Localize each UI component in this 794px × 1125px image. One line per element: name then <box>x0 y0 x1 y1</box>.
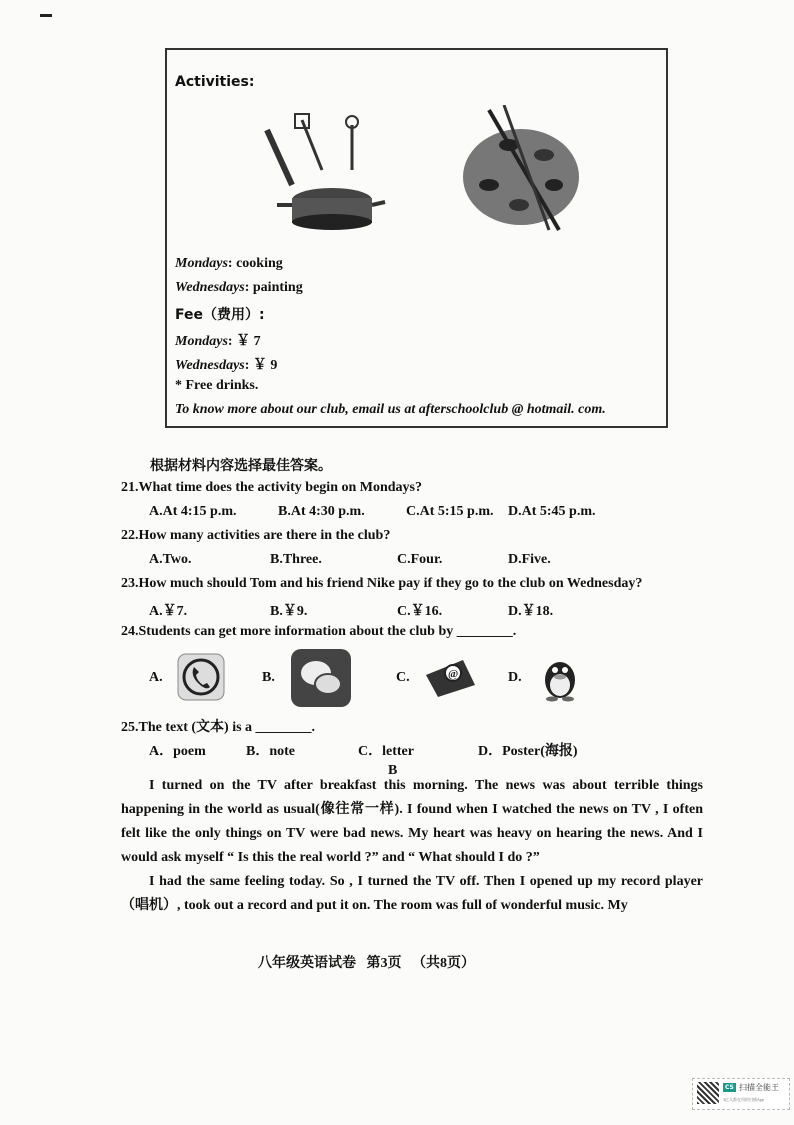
phone-icon[interactable] <box>176 652 226 702</box>
wechat-icon[interactable] <box>290 648 352 708</box>
mondays-fee: : ￥ 7 <box>227 334 261 349</box>
question-25: 25.The text (文本) is a ________. <box>121 720 316 735</box>
option[interactable]: D. <box>508 670 522 685</box>
email-icon[interactable] <box>423 655 478 700</box>
question-22: 22.How many activities are there in the club? <box>121 528 391 543</box>
option[interactable]: A.At 4:15 p.m. <box>149 504 237 519</box>
mondays-activity: : cooking <box>227 256 283 271</box>
option[interactable]: B.Three. <box>270 552 322 567</box>
club-poster <box>165 48 668 428</box>
option[interactable]: D．Poster(海报) <box>478 744 578 759</box>
wednesdays-label: Wednesdays <box>175 280 245 295</box>
option[interactable]: B.At 4:30 p.m. <box>278 504 365 519</box>
option[interactable]: B．note <box>246 744 295 759</box>
option[interactable]: C.Four. <box>397 552 443 567</box>
cooking-icon <box>257 110 387 230</box>
svg-text:@: @ <box>448 668 459 680</box>
free-drinks: * Free drinks. <box>175 378 259 393</box>
option[interactable]: A．poem <box>149 744 206 759</box>
option[interactable]: B.￥9. <box>270 604 308 619</box>
qq-penguin-icon[interactable] <box>535 652 585 702</box>
instruction: 根据材料内容选择最佳答案。 <box>150 459 332 474</box>
option[interactable]: A. <box>149 670 163 685</box>
question-23: 23.How much should Tom and his friend Nike pay if they go to the club on Wednesday? <box>121 576 643 591</box>
wednesdays-fee: : ￥ 9 <box>244 358 278 373</box>
question-21: 21.What time does the activity begin on Mondays? <box>121 480 422 495</box>
option[interactable]: D.￥18. <box>508 604 554 619</box>
option[interactable]: C. <box>396 670 410 685</box>
watermark-sub: 3亿人都在用的扫描App <box>723 1097 764 1102</box>
option[interactable]: D.At 5:45 p.m. <box>508 504 596 519</box>
option[interactable]: A.￥7. <box>149 604 188 619</box>
option[interactable]: C.￥16. <box>397 604 443 619</box>
wednesdays-fee-label: Wednesdays <box>175 358 245 373</box>
scan-mark <box>40 14 52 17</box>
question-24: 24.Students can get more information about the club by ________. <box>121 624 517 639</box>
passage-paragraph: I turned on the TV after breakfast this morning. The news was about terrible things happening in the world as usual(像往常一样). I found when I watched the news on TV , I often felt like the only things on TV were bad news. My heart was heavy on hearing the news. And I would ask myself “ Is this the real world ?” and “ What should I do ?” <box>121 778 703 865</box>
option[interactable]: A.Two. <box>149 552 192 567</box>
option[interactable]: B. <box>262 670 275 685</box>
painting-palette-icon <box>459 105 584 235</box>
mondays-fee-label: Mondays <box>175 334 228 349</box>
passage-paragraph: I had the same feeling today. So , I turned the TV off. Then I opened up my record player （唱机）, took out a record and put it on. The room was full of wonderful music. My <box>121 874 703 913</box>
option[interactable]: D.Five. <box>508 552 551 567</box>
watermark-brand: 扫描全能王 <box>739 1083 779 1092</box>
scanner-watermark <box>692 1078 790 1110</box>
section-b-heading: B <box>388 763 398 778</box>
cs-logo: CS <box>725 1084 734 1091</box>
option[interactable]: C．letter <box>358 744 414 759</box>
activities-heading: Activities: <box>175 74 255 90</box>
page-footer: 八年级英语试卷 第3页 （共8页） <box>258 956 475 971</box>
wednesdays-activity: : painting <box>244 280 303 295</box>
mondays-label: Mondays <box>175 256 228 271</box>
contact-info: To know more about our club, email us at afterschoolclub @ hotmail. com. <box>175 402 606 417</box>
qr-code <box>697 1082 719 1104</box>
option[interactable]: C.At 5:15 p.m. <box>406 504 494 519</box>
fee-heading: Fee（费用）: <box>175 307 265 323</box>
